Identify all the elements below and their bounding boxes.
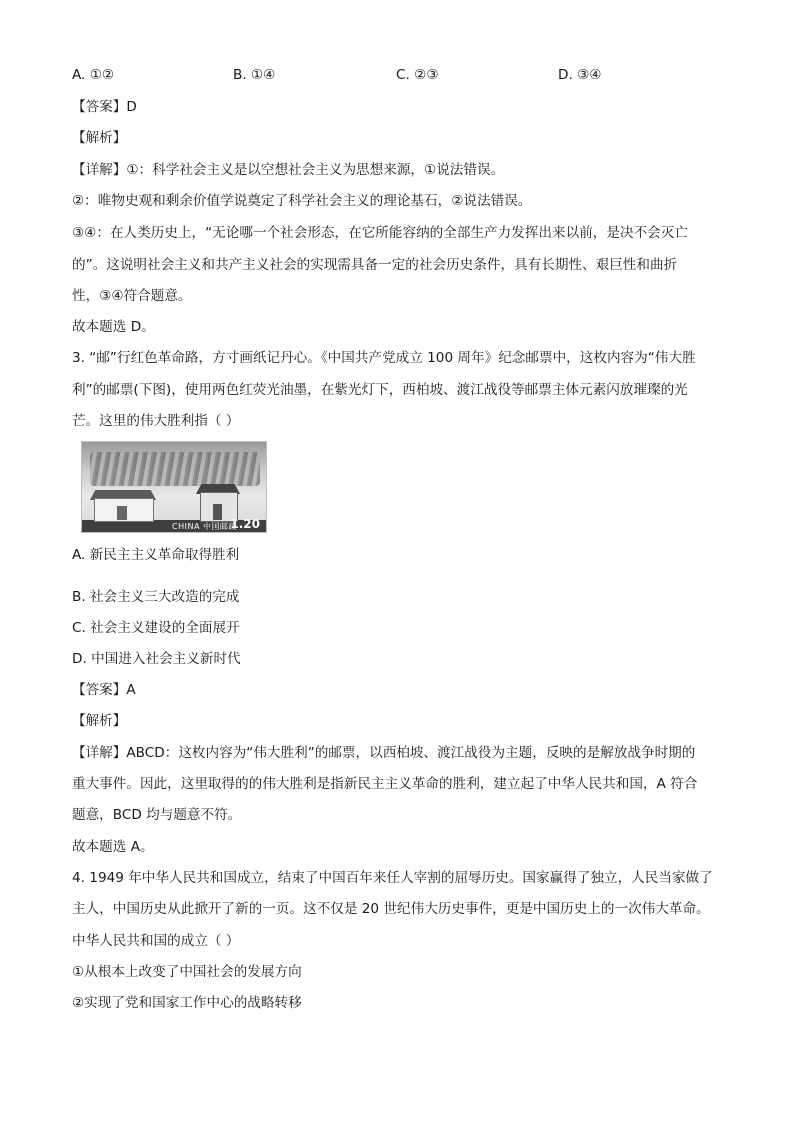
q3-option-d: D. 中国进入社会主义新时代 [72,651,241,667]
q2-answer: 【答案】D [72,99,137,115]
stamp-image [81,441,267,533]
q2-detail-3b: 的”。这说明社会主义和共产主义社会的实现需具备一定的社会历史条件，具有长期性、艰巨性和曲折 [72,257,678,273]
q2-detail-1: 【详解】①：科学社会主义是以空想社会主义为思想来源，①说法错误。 [72,162,505,178]
q3-stem-1: 3. “邮”行红色革命路，方寸画纸记丹心。《中国共产党成立 100 周年》纪念邮票中，这枚内容为“伟大胜 [72,350,696,366]
q3-answer: 【答案】A [72,682,136,698]
q3-detail-2: 重大事件。因此，这里取得的的伟大胜利是指新民主主义革命的胜利，建立起了中华人民共和国，A 符合 [72,776,698,792]
q4-stem-2: 主人，中国历史从此掀开了新的一页。这不仅是 20 世纪伟大历史事件，更是中国历史上的一次伟大革命。 [72,901,710,917]
q3-option-b: B. 社会主义三大改造的完成 [72,589,240,605]
q3-stem-2: 利”的邮票(下图)，使用两色红荧光油墨，在紫光灯下，西柏坡、渡江战役等邮票主体元素闪放璀璨的光 [72,382,688,398]
stamp-door-left [117,506,127,520]
q4-item-2: ②实现了党和国家工作中心的战略转移 [72,995,302,1011]
q2-option-b: B. ①④ [233,67,276,83]
q3-detail-1: 【详解】ABCD：这枚内容为“伟大胜利”的邮票，以西柏坡、渡江战役为主题，反映的是解放战争时期的 [72,745,696,761]
stamp-caption: CHINA 中国邮政 [172,522,237,531]
stamp-value: 1.20 [230,517,260,531]
q3-conclusion: 故本题选 A。 [72,839,154,855]
q2-option-c: C. ②③ [396,67,439,83]
q2-option-d: D. ③④ [558,67,602,83]
q2-conclusion: 故本题选 D。 [72,319,155,335]
q3-stem-3: 芒。这里的伟大胜利指（ ） [72,413,240,429]
q3-detail-3: 题意，BCD 均与题意不符。 [72,807,242,823]
q3-analysis-heading: 【解析】 [72,713,127,729]
q4-stem-3: 中华人民共和国的成立（ ） [72,933,240,949]
q4-stem-1: 4. 1949 年中华人民共和国成立，结束了中国百年来任人宰割的屈辱历史。国家赢得了独立，人民当家做了 [72,870,713,886]
q3-option-c: C. 社会主义建设的全面展开 [72,620,240,636]
q4-item-1: ①从根本上改变了中国社会的发展方向 [72,964,302,980]
q2-analysis-heading: 【解析】 [72,130,127,146]
q2-detail-3c: 性，③④符合题意。 [72,288,192,304]
q2-option-a: A. ①② [72,67,115,83]
q2-detail-3a: ③④：在人类历史上，“无论哪一个社会形态，在它所能容纳的全部生产力发挥出来以前，是决不会灭亡 [72,225,688,241]
q2-detail-2: ②：唯物史观和剩余价值学说奠定了科学社会主义的理论基石，②说法错误。 [72,193,532,209]
q3-option-a: A. 新民主主义革命取得胜利 [72,547,240,563]
stamp-relief [90,452,260,486]
stamp-door-right [213,504,222,520]
